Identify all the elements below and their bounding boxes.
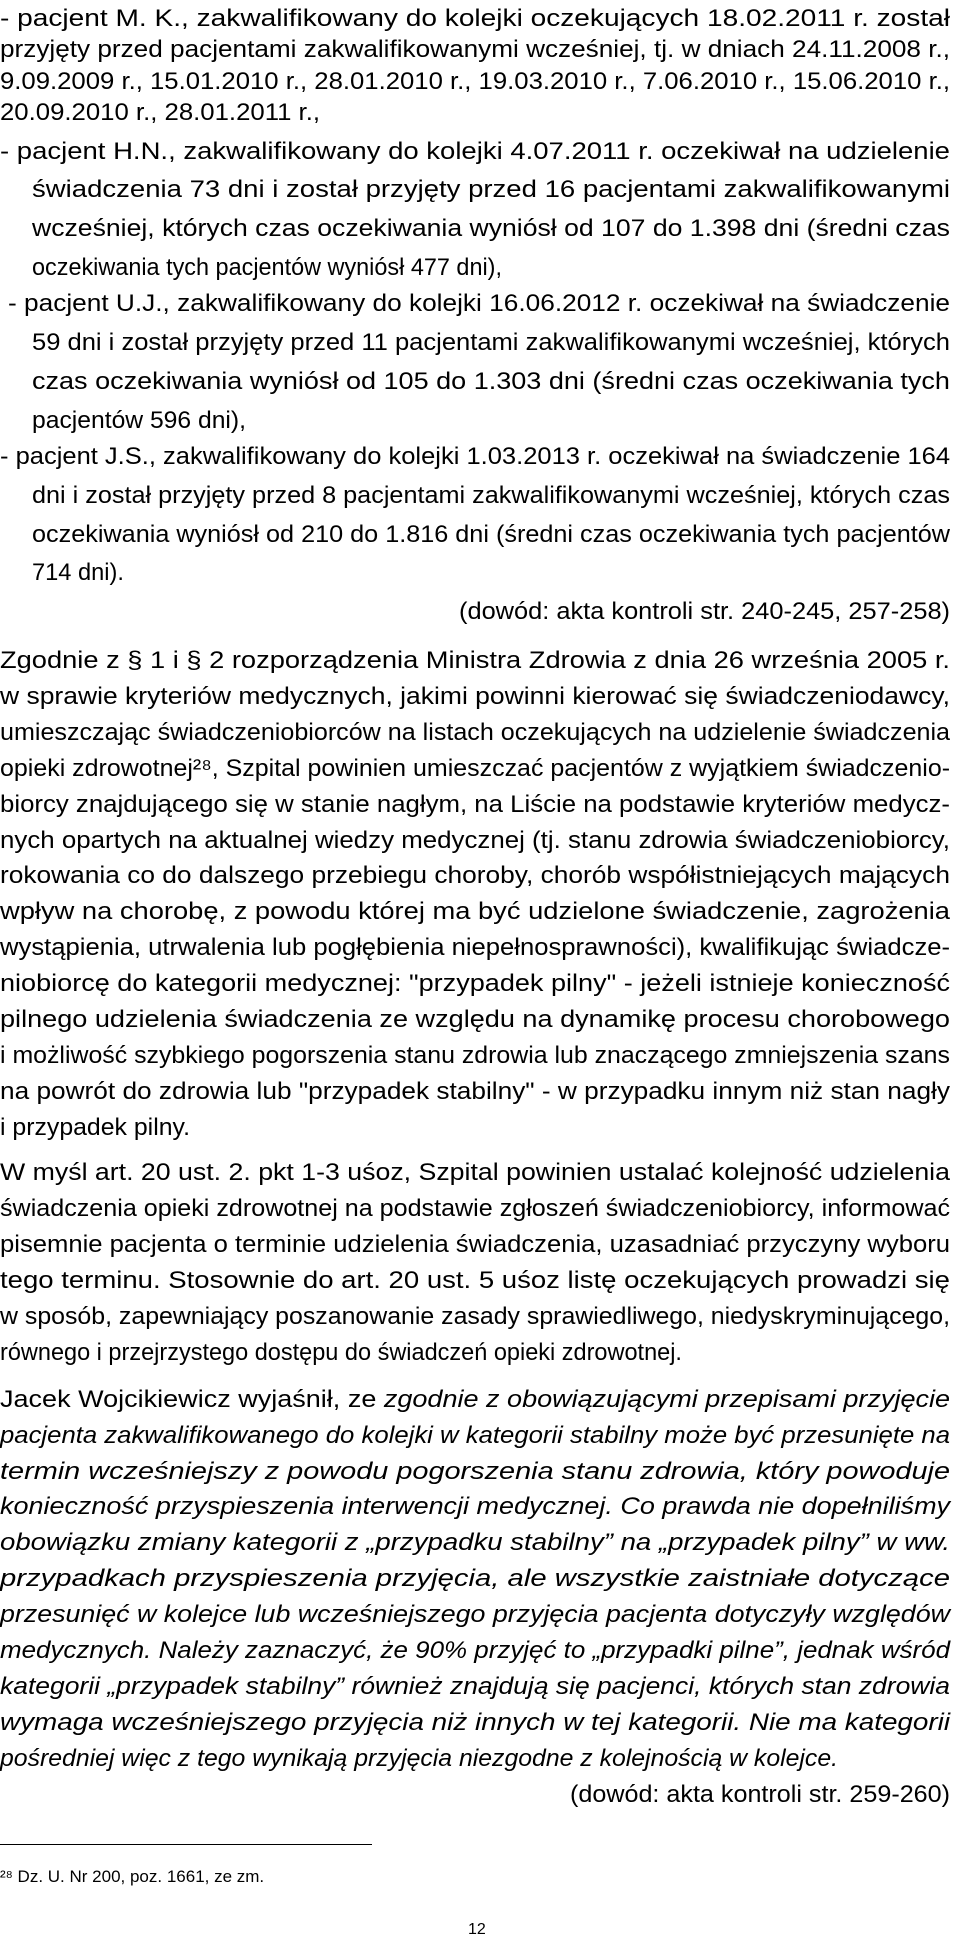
text-line-content: tego terminu. Stosownie do art. 20 ust. 5 uśoz listę oczekujących prowadzi się bbox=[0, 1267, 950, 1294]
text-line bbox=[0, 250, 960, 286]
text-line-content: opieki zdrowotnej²⁸, Szpital powinien umieszczać pacjentów z wyjątkiem świadczenio- bbox=[0, 755, 951, 782]
text-line bbox=[0, 211, 960, 247]
text-line-content: równego i przejrzystego dostępu do świadczeń opieki zdrowotnej. bbox=[0, 1339, 682, 1366]
text-line bbox=[0, 1597, 960, 1633]
footnote: ²⁸ Dz. U. Nr 200, poz. 1661, ze zm. bbox=[0, 1867, 265, 1886]
text-line bbox=[0, 787, 960, 823]
text-line-content: (dowód: akta kontroli str. 240-245, 257-258) bbox=[459, 598, 951, 625]
text-line bbox=[0, 1191, 960, 1227]
text-line bbox=[0, 1525, 960, 1561]
text-line-content: pilnego udzielenia świadczenia ze względu na dynamikę procesu chorobowego bbox=[0, 1006, 950, 1033]
text-line-content: i możliwość szybkiego pogorszenia stanu zdrowia lub znaczącego zmniejszenia szans bbox=[0, 1042, 950, 1069]
text-line bbox=[0, 1705, 960, 1741]
text-line bbox=[0, 1263, 960, 1299]
text-line-content: oczekiwania wyniósł od 210 do 1.816 dni (średni czas oczekiwania tych pacjentów bbox=[32, 521, 950, 548]
text-line bbox=[0, 555, 960, 591]
text-line bbox=[0, 1561, 960, 1597]
text-line bbox=[0, 1489, 960, 1525]
text-line-content: (dowód: akta kontroli str. 259-260) bbox=[570, 1781, 951, 1808]
text-line-content: świadczenia 73 dni i został przyjęty przed 16 pacjentami zakwalifikowanymi bbox=[32, 176, 951, 203]
text-line-content: Jacek Wojcikiewicz wyjaśnił, ze zgodnie z obowiązującymi przepisami przyjęcie bbox=[0, 1386, 951, 1413]
text-line bbox=[0, 1299, 960, 1335]
text-line bbox=[0, 858, 960, 894]
text-line-content: wpływ na chorobę, z powodu której ma być udzielone świadczenie, zagrożenia bbox=[0, 898, 950, 925]
text-line bbox=[0, 1110, 960, 1146]
text-line bbox=[0, 1741, 960, 1777]
text-line bbox=[0, 286, 960, 322]
text-line-content: kategorii „przypadek stabilny” również znajdują się pacjenci, których stan zdrowia bbox=[0, 1673, 950, 1700]
text-line bbox=[0, 1002, 960, 1038]
text-line bbox=[0, 134, 960, 170]
page-number: 12 bbox=[468, 1921, 486, 1938]
text-line-content: W myśl art. 20 ust. 2. pkt 1-3 uśoz, Szpital powinien ustalać kolejność udzielenia bbox=[0, 1159, 950, 1186]
text-line-content: 9.09.2009 r., 15.01.2010 r., 28.01.2010 r., 19.03.2010 r., 7.06.2010 r., 15.06.2010 r., bbox=[0, 68, 950, 95]
text-line-content: pacjentów 596 dni), bbox=[32, 407, 246, 434]
text-line-content: pośredniej więc z tego wynikają przyjęcia niezgodne z kolejnością w kolejce. bbox=[0, 1745, 839, 1772]
text-line-content: przyjęty przed pacjentami zakwalifikowanymi wcześniej, tj. w dniach 24.11.2008 r., bbox=[0, 36, 951, 63]
text-line bbox=[0, 966, 960, 1002]
text-line bbox=[0, 715, 960, 751]
text-line-content: oczekiwania tych pacjentów wyniósł 477 dni), bbox=[32, 254, 502, 281]
text-line bbox=[0, 894, 960, 930]
text-line bbox=[0, 32, 960, 68]
text-line-content: biorcy znajdującego się w stanie nagłym, na Liście na podstawie kryteriów medycz- bbox=[0, 791, 950, 818]
text-line bbox=[0, 1418, 960, 1454]
text-line bbox=[0, 823, 960, 859]
text-line-content: nych opartych na aktualnej wiedzy medycznej (tj. stanu zdrowia świadczeniobiorcy, bbox=[0, 827, 950, 854]
text-line bbox=[0, 364, 960, 400]
text-line-content: umieszczając świadczeniobiorców na listach oczekujących na udzielenie świadczenia bbox=[0, 719, 951, 746]
text-line bbox=[0, 1335, 960, 1371]
text-line-content: czas oczekiwania wyniósł od 105 do 1.303 dni (średni czas oczekiwania tych bbox=[32, 368, 950, 395]
text-line bbox=[0, 679, 960, 715]
text-line-content: obowiązku zmiany kategorii z „przypadku stabilny” na „przypadek pilny” w ww. bbox=[0, 1529, 951, 1556]
text-line bbox=[0, 643, 960, 679]
text-line-content: - pacjent H.N., zakwalifikowany do kolejki 4.07.2011 r. oczekiwał na udzielenie bbox=[0, 138, 950, 165]
text-line-content: w sposób, zapewniający poszanowanie zasady sprawiedliwego, niedyskryminującego, bbox=[0, 1303, 951, 1330]
text-line bbox=[0, 478, 960, 514]
text-line-content: na powrót do zdrowia lub "przypadek stabilny" - w przypadku innym niż stan nagły bbox=[0, 1078, 950, 1105]
text-line bbox=[0, 1038, 960, 1074]
text-line-content: 59 dni i został przyjęty przed 11 pacjentami zakwalifikowanymi wcześniej, których bbox=[32, 329, 950, 356]
text-line bbox=[0, 172, 960, 208]
text-line bbox=[0, 1227, 960, 1263]
text-line bbox=[0, 594, 960, 630]
text-line bbox=[0, 517, 960, 553]
text-line-content: konieczność przyspieszenia interwencji medycznej. Co prawda nie dopełniliśmy bbox=[0, 1493, 951, 1520]
text-line bbox=[0, 439, 960, 475]
text-line-content: i przypadek pilny. bbox=[0, 1114, 190, 1141]
text-line-content: przypadkach przyspieszenia przyjęcia, ale wszystkie zaistniałe dotyczące bbox=[0, 1565, 951, 1592]
text-line-content: Zgodnie z § 1 i § 2 rozporządzenia Ministra Zdrowia z dnia 26 września 2005 r. bbox=[0, 647, 951, 674]
text-line-content: dni i został przyjęty przed 8 pacjentami zakwalifikowanymi wcześniej, których czas bbox=[32, 482, 951, 509]
text-line bbox=[0, 751, 960, 787]
text-line bbox=[0, 1633, 960, 1669]
text-line-content: niobiorcę do kategorii medycznej: "przypadek pilny" - jeżeli istnieje konieczność bbox=[0, 970, 951, 997]
text-line bbox=[0, 1155, 960, 1191]
text-line bbox=[0, 1382, 960, 1418]
text-line bbox=[0, 1074, 960, 1110]
text-line-content: świadczenia opieki zdrowotnej na podstawie zgłoszeń świadczeniobiorcy, informować bbox=[0, 1195, 951, 1222]
text-line-content: 714 dni). bbox=[32, 559, 125, 586]
text-line-content: - pacjent J.S., zakwalifikowany do kolejki 1.03.2013 r. oczekiwał na świadczenie 164 bbox=[0, 443, 951, 470]
text-line bbox=[0, 325, 960, 361]
text-line bbox=[0, 1777, 960, 1813]
text-line-content: przesunięć w kolejce lub wcześniejszego przyjęcia pacjenta dotyczyły względów bbox=[0, 1601, 950, 1628]
text-line-content: termin wcześniejszy z powodu pogorszenia stanu zdrowia, który powoduje bbox=[0, 1458, 951, 1485]
text-line-content: pisemnie pacjenta o terminie udzielenia świadczenia, uzasadniać przyczyny wyboru bbox=[0, 1231, 951, 1258]
text-line bbox=[0, 403, 960, 439]
text-line-content: w sprawie kryteriów medycznych, jakimi powinni kierować się świadczeniodawcy, bbox=[0, 683, 950, 710]
text-line-content: wymaga wcześniejszego przyjęcia niż innych w tej kategorii. Nie ma kategorii bbox=[0, 1709, 951, 1736]
footnote-divider bbox=[0, 1844, 372, 1845]
text-line bbox=[0, 95, 960, 131]
text-line bbox=[0, 930, 960, 966]
text-line-content: wystąpienia, utrwalenia lub pogłębienia niepełnosprawności), kwalifikując świadcze- bbox=[0, 934, 951, 961]
text-line-content: 20.09.2010 r., 28.01.2011 r., bbox=[0, 99, 321, 126]
text-line-content: medycznych. Należy zaznaczyć, że 90% przyjęć to „przypadki pilne”, jednak wśród bbox=[0, 1637, 951, 1664]
text-line bbox=[0, 1669, 960, 1705]
text-line-content: - pacjent M. K., zakwalifikowany do kolejki oczekujących 18.02.2011 r. został bbox=[0, 5, 950, 32]
text-line-content: wcześniej, których czas oczekiwania wyniósł od 107 do 1.398 dni (średni czas bbox=[32, 215, 950, 242]
text-line bbox=[0, 1454, 960, 1490]
text-line-content: rokowania co do dalszego przebiegu choroby, chorób współistniejących mających bbox=[0, 862, 950, 889]
text-line-content: - pacjent U.J., zakwalifikowany do kolejki 16.06.2012 r. oczekiwał na świadczenie bbox=[8, 290, 951, 317]
text-line-content: pacjenta zakwalifikowanego do kolejki w kategorii stabilny może być przesunięte na bbox=[0, 1422, 951, 1449]
